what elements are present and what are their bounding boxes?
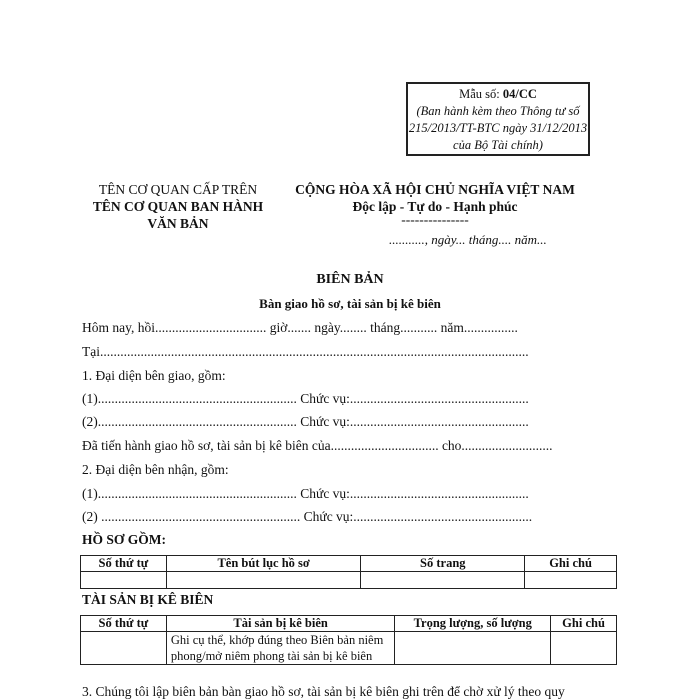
table-row [81,632,617,665]
agency-header [78,181,278,232]
parent-agency-name: TÊN CƠ QUAN CẤP TRÊN [98,182,258,197]
form-code-value: 04/CC [502,87,537,101]
table-cell [551,632,617,665]
assets-col-asset: Tài sản bị kê biên [166,616,395,632]
assets-col-index: Số thứ tự [81,616,167,632]
form-note-line-2: 215/2013/TT-BTC ngày 31/12/2013 [408,121,588,135]
asset-description-cell: Ghi cụ thể, khớp đúng theo Biên bản niêm phong/mở niêm phong tài sản bị kê biên [166,632,395,665]
assets-col-note: Ghi chú [551,616,617,632]
giver-line-2: (2)........................................................... Chức vụ:..................................................... [82,414,529,429]
records-heading: HỒ SƠ GỒM: [82,532,166,547]
assets-heading: TÀI SẢN BỊ KÊ BIÊN [82,592,214,607]
assets-col-weight: Trọng lượng, số lượng [395,616,551,632]
records-header-row [81,556,617,572]
receiver-line-2: (2) ........................................................... Chức vụ:..................................................... [82,509,533,524]
assets-header-row [81,616,617,632]
giver-heading: 1. Đại diện bên giao, gồm: [82,368,226,383]
motto-rule: --------------- [401,212,469,227]
table-cell [395,632,551,665]
handover-line: Đã tiến hành giao hồ sơ, tài sản bị kê biên của................................ cho........................... [82,438,553,453]
issuing-agency-name: TÊN CƠ QUAN BAN HÀNH [92,199,264,214]
receiver-line-1: (1)........................................................... Chức vụ:..................................................... [82,486,529,501]
table-cell [166,572,361,589]
issuing-agency-name-cont: VĂN BẢN [147,216,209,231]
records-col-pages: Số trang [361,556,525,572]
records-col-index: Số thứ tự [81,556,167,572]
location-line: Tại............................................................................................................................... [82,344,529,359]
form-code-label: Mẫu số: [459,87,503,101]
giver-line-1: (1)........................................................... Chức vụ:..................................................... [82,391,529,406]
date-line: ..........., ngày... tháng.... năm... [389,232,547,247]
assets-table [80,615,617,665]
form-code-box [406,82,590,156]
today-line: Hôm nay, hồi................................. giờ....... ngày........ tháng........... năm................ [82,320,518,335]
records-table [80,555,617,589]
records-col-note: Ghi chú [525,556,617,572]
national-header [276,181,594,225]
table-cell [81,572,167,589]
document-title: BIÊN BẢN [316,272,384,287]
form-code [408,86,588,103]
receiver-heading: 2. Đại diện bên nhận, gồm: [82,462,229,477]
table-cell [525,572,617,589]
national-title: CỘNG HÒA XÃ HỘI CHỦ NGHĨA VIỆT NAM [295,182,575,197]
closing-paragraph: 3. Chúng tôi lập biên bản bàn giao hồ sơ, tài sản bị kê biên ghi trên để chờ xử lý theo quy [82,684,565,699]
table-cell [81,632,167,665]
form-note-line-1: (Ban hành kèm theo Thông tư số [416,104,580,118]
form-note-line-3: của Bộ Tài chính) [453,138,543,152]
records-col-name: Tên bút lục hồ sơ [166,556,361,572]
document-subtitle: Bàn giao hồ sơ, tài sản bị kê biên [259,296,441,311]
national-motto: Độc lập - Tự do - Hạnh phúc [352,199,518,214]
table-row [81,572,617,589]
table-cell [361,572,525,589]
